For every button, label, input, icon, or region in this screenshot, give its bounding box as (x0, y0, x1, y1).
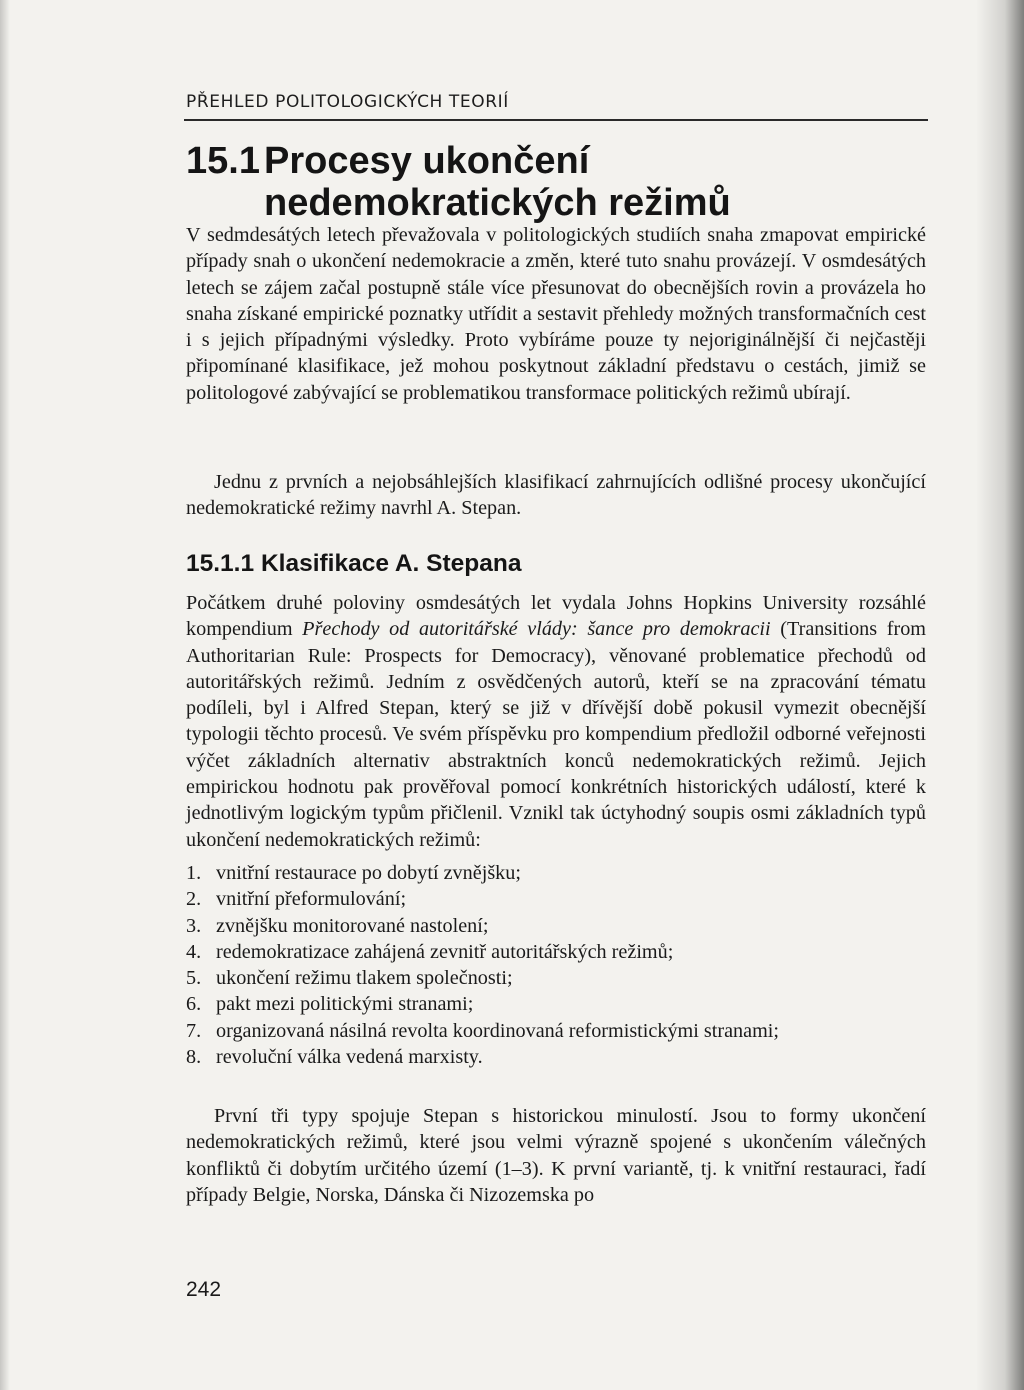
book-spine-shadow (976, 0, 1024, 1390)
chapter-title-line2: nedemokratických režimů (264, 182, 731, 224)
list-item (186, 1044, 926, 1070)
list-item (186, 860, 926, 886)
compendium-title: Přechody od autoritářské vlády: šance pro demokracii (302, 618, 771, 641)
paragraph-first-three-types: První tři typy spojuje Stepan s historickou minulostí. Jsou to formy ukončení nedemokratických režimů, které jsou velmi výrazně spojené s ukončením válečných konfliktů či dobytím určitého území (1–3). K první variantě, tj. k vnitřní restauraci, řadí případy Belgie, Norska, Dánska či Nizozemska po (186, 1105, 926, 1206)
header-rule (184, 119, 928, 121)
list-item-text: revoluční válka vedená marxisty. (216, 1046, 483, 1069)
list-item (186, 965, 926, 991)
paragraph-stepan-intro: Jednu z prvních a nejobsáhlejších klasifikací zahrnujících odlišné procesy ukončující nedemokratické režimy navrhl A. Stepan. (186, 471, 926, 520)
list-item-number: 7. (186, 1019, 202, 1042)
list-item-number: 2. (186, 888, 202, 911)
page-left-edge-shadow (0, 0, 10, 1390)
list-item-number: 6. (186, 993, 202, 1016)
list-item-number: 3. (186, 914, 202, 937)
list-item-text: vnitřní restaurace po dobytí zvnějšku; (216, 862, 521, 884)
list-item-text: ukončení režimu tlakem společnosti; (216, 967, 513, 990)
list-item-text: vnitřní přeformulování; (216, 888, 407, 911)
list-item (186, 991, 926, 1017)
running-head: PŘEHLED POLITOLOGICKÝCH TEORIÍ (186, 92, 509, 112)
paragraph-intro: V sedmdesátých letech převažovala v politologických studiích snaha zmapovat empirické případy snah o ukončení nedemokracie a změn, které tuto snahu provázejí. V osmdesátých letech se zájem začal postupně stále více přesunovat do obecnějších rovin a provázela ho snaha získané empirické poznatky utřídit a sestavit přehledy možných transformačních cest i s jejich případnými výsledky. Proto vybíráme pouze ty nejoriginálnější či nejčastěji připomínané klasifikace, jež mohou poskytnout základní představu o cestách, jimiž se politologové zabývající se problematikou transformace politických režimů ubírají. (186, 224, 926, 404)
list-item (186, 939, 926, 965)
list-item-number: 4. (186, 940, 202, 963)
list-item-text: pakt mezi politickými stranami; (216, 993, 474, 1016)
list-item (186, 886, 926, 912)
list-item-text: zvnějšku monitorované nastolení; (216, 914, 489, 937)
chapter-number: 15.1 (186, 140, 260, 182)
list-item (186, 913, 926, 939)
compendium-text-end: (Transitions from Authoritarian Rule: Prospects for Democracy), věnované problematice přechodů od autoritářských režimů. Jedním z osvědčených autorů, kteří se na zpracování tématu podíleli, byl i Alfred Stepan, který se již v dřívější době pokusil vymezit obecnější typologii těchto procesů. Ve svém příspěvku pro kompendium předložil odborné veřejnosti výčet základních alternativ abstraktních konců nedemokratických režimů. Jejich empirickou hodnotu pak prověřoval pomocí konkrétních historických událostí, které k jednotlivým logickým typům přičlenil. Vznikl tak úctyhodný soupis osmi základních typů ukončení nedemokratických režimů: (186, 618, 926, 851)
page-number: 242 (186, 1278, 222, 1301)
list-item (186, 1018, 926, 1044)
section-title (186, 550, 926, 578)
chapter-title-line1: Procesy ukončení (264, 140, 590, 182)
list-item-text: redemokratizace zahájená zevnitř autoritářských režimů; (216, 940, 674, 963)
paragraph-compendium (186, 590, 926, 853)
transition-types-list (186, 860, 926, 1070)
list-item-text: organizovaná násilná revolta koordinovaná reformistickými stranami; (216, 1019, 780, 1042)
list-item-number: 8. (186, 1046, 202, 1069)
list-item-number: 5. (186, 967, 202, 990)
compendium-text-start: Počátkem druhé poloviny osmdesátých let vydala Johns Hopkins University rozsáhlé kompendium (186, 592, 926, 641)
section-title-text: Klasifikace A. Stepana (260, 550, 522, 577)
list-item-number: 1. (186, 862, 202, 884)
section-number: 15.1.1 (186, 550, 255, 577)
chapter-title (186, 140, 886, 224)
